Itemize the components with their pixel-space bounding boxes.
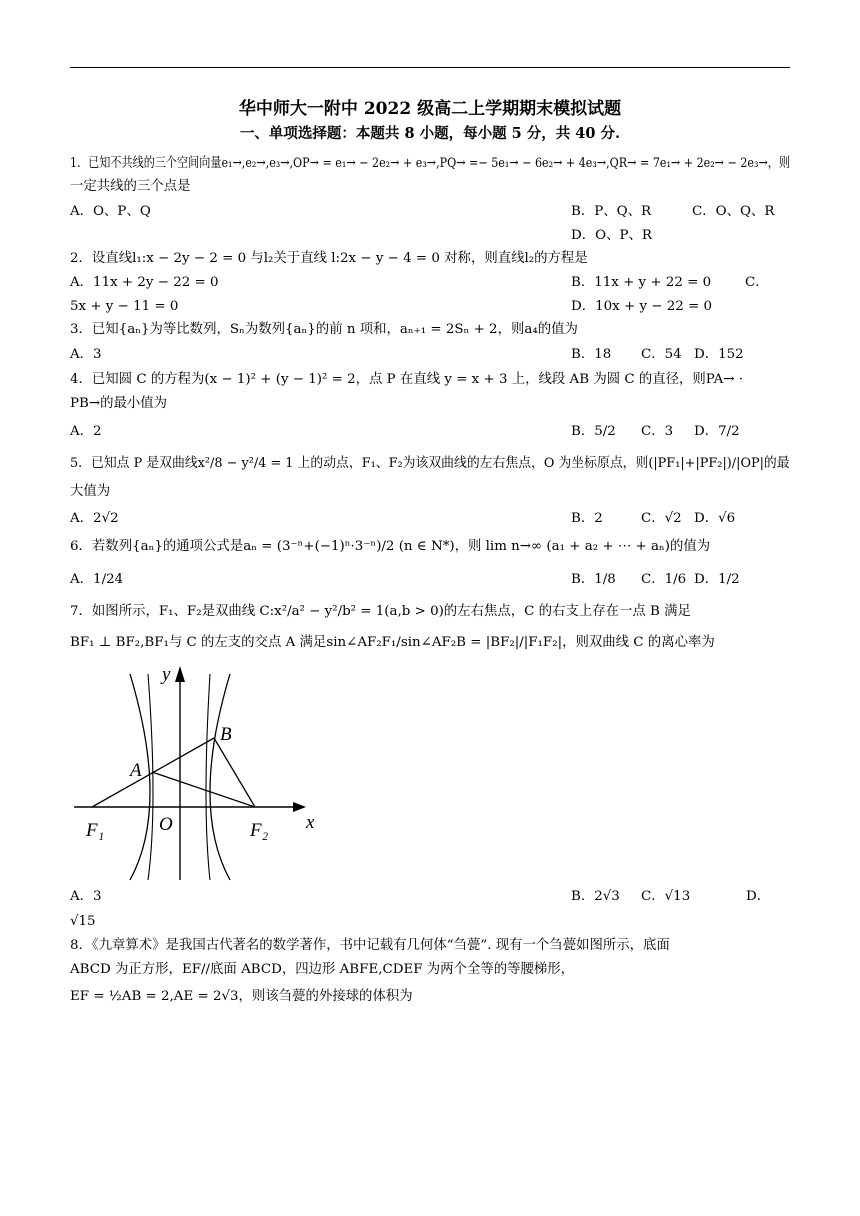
q3-option-d: D．152 — [694, 347, 744, 362]
q1-option-a: A．O、P、Q — [70, 204, 151, 219]
q4-stem-line2: PB→的最小值为 — [70, 396, 168, 411]
q2-stem-line1: 2．设直线l₁:x − 2y − 2 = 0 与l₂关于直线 l:2x − y − 4 = 0 对称，则直线l₂的方程是 — [70, 251, 588, 266]
q6-option-c: C．1/6 — [641, 572, 687, 587]
q5-option-d: D．√6 — [694, 511, 736, 526]
q5-stem-line1: 5．已知点 P 是双曲线x²/8 − y²/4 = 1 上的动点，F₁、F₂为该双曲线的左右焦点，O 为坐标原点，则(|PF₁|+|PF₂|)/|OP|的最 — [70, 456, 790, 471]
right-branch-outer — [210, 674, 230, 880]
line-b-f2 — [214, 738, 255, 807]
label-a: A — [130, 760, 142, 781]
q8-stem-line1: 8．《九章算术》是我国古代著名的数学著作，书中记载有几何体“刍甍”. 现有一个刍甍如图所示，底面 — [70, 938, 670, 953]
label-f2: F₂ — [250, 820, 269, 841]
q2-option-a: A．11x + 2y − 22 = 0 — [70, 275, 219, 290]
q4-option-b: B．5/2 — [571, 424, 616, 439]
left-branch-inner — [148, 674, 153, 880]
q4-option-c: C．3 — [641, 424, 674, 439]
q7-hyperbola-figure — [70, 660, 330, 882]
header-rule — [70, 67, 790, 68]
q7-option-c: C．√13 — [641, 889, 691, 904]
label-y: y — [162, 664, 171, 685]
right-branch — [206, 674, 210, 880]
q3-stem-line1: 3．已知{aₙ}为等比数列，Sₙ为数列{aₙ}的前 n 项和，aₙ₊₁ = 2Sₙ + 2，则a₄的值为 — [70, 322, 578, 337]
label-f1: F₁ — [86, 820, 105, 841]
q2-option-d: D．10x + y − 22 = 0 — [571, 299, 713, 314]
q4-option-a: A．2 — [70, 424, 102, 439]
q8-stem-line2: ABCD 为正方形，EF//底面 ABCD，四边形 ABFE,CDEF 为两个全等的等腰梯形， — [70, 962, 575, 977]
line-a-f2 — [152, 772, 255, 807]
q4-option-d: D．7/2 — [694, 424, 740, 439]
q5-stem-line2: 大值为 — [70, 484, 111, 499]
q1-stem-line1: 1．已知不共线的三个空间向量e₁→,e₂→,e₃→,OP→ = e₁→ − 2e₂→ + e₃→,PQ→ =− 5e₁→ − 6e₂→ + 4e₃→,QR→ = 7e₁→ + 2e₂→ − 2e₃→，则 — [70, 156, 790, 171]
q3-option-b: B．18 — [571, 347, 612, 362]
label-o: O — [159, 814, 173, 835]
q3-option-c: C．54 — [641, 347, 682, 362]
q2-option-c: C． — [745, 275, 769, 290]
q2-option-b: B．11x + y + 22 = 0 — [571, 275, 712, 290]
q7-option-b: B．2√3 — [571, 889, 620, 904]
label-b: B — [220, 724, 232, 745]
exam-title: 华中师大一附中 2022 级高二上学期期末模拟试题 — [238, 99, 622, 119]
q7-stem-line2: BF₁ ⊥ BF₂,BF₁与 C 的左支的交点 A 满足sin∠AF₂F₁/sin∠AF₂B = |BF₂|/|F₁F₂|，则双曲线 C 的离心率为 — [70, 635, 715, 650]
q3-option-a: A．3 — [70, 347, 102, 362]
q4-stem-line1: 4．已知圆 C 的方程为(x − 1)² + (y − 1)² = 2，点 P 在直线 y = x + 3 上，线段 AB 为圆 C 的直径，则PA→ · — [70, 372, 743, 387]
q7-option-d: D． — [746, 889, 771, 904]
q7-option-a: A．3 — [70, 889, 102, 904]
q1-stem-line2: 一定共线的三个点是 — [70, 179, 191, 194]
q6-option-a: A．1/24 — [70, 572, 124, 587]
q1-option-b: B．P、Q、R — [571, 204, 652, 219]
q8-stem-line3: EF = ½AB = 2,AE = 2√3，则该刍甍的外接球的体积为 — [70, 989, 413, 1004]
q1-option-d: D．O、P、R — [571, 228, 652, 243]
section-heading: 一、单项选择题：本题共 8 小题，每小题 5 分，共 40 分. — [239, 125, 621, 142]
q6-option-d: D．1/2 — [694, 572, 740, 587]
label-x: x — [306, 812, 315, 833]
q1-option-c: C．O、Q、R — [692, 204, 775, 219]
q5-option-a: A．2√2 — [70, 511, 119, 526]
q5-option-c: C．√2 — [641, 511, 682, 526]
q7-option-d-value: √15 — [70, 914, 96, 929]
q5-option-b: B．2 — [571, 511, 603, 526]
q6-option-b: B．1/8 — [571, 572, 616, 587]
q2-option-c-value: 5x + y − 11 = 0 — [70, 299, 179, 314]
y-axis-arrow-icon — [175, 666, 185, 682]
x-axis-arrow-icon — [293, 802, 306, 812]
q6-stem-line1: 6．若数列{aₙ}的通项公式是aₙ = (3⁻ⁿ+(−1)ⁿ·3⁻ⁿ)/2 (n ∈ N*)，则 lim n→∞ (a₁ + a₂ + ⋯ + aₙ)的值为 — [70, 539, 711, 554]
q7-stem-line1: 7．如图所示，F₁、F₂是双曲线 C:x²/a² − y²/b² = 1(a,b > 0)的左右焦点，C 的右支上存在一点 B 满足 — [70, 604, 691, 619]
